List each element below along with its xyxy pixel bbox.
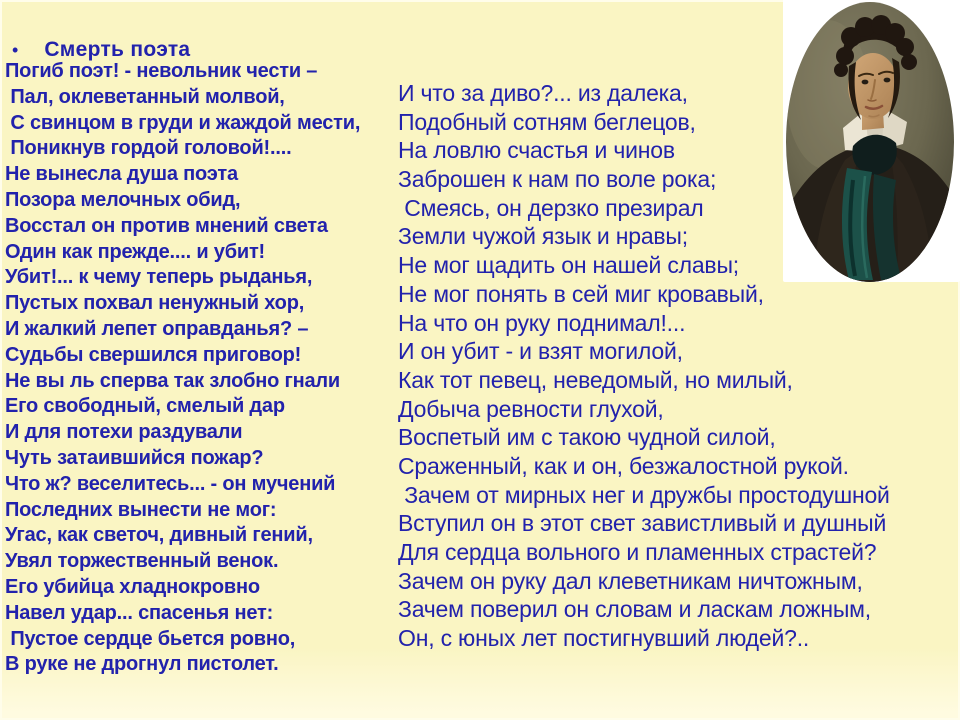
poem-line: Поникнув гордой головой!....: [5, 137, 292, 160]
poem-line: Чуть затаившийся пожар?: [5, 446, 264, 469]
poem-line: Сраженный, как и он, безжалостной рукой.: [398, 452, 849, 479]
poem-line: И для потехи раздували: [5, 421, 243, 444]
poem-title: Смерть поэта: [44, 38, 191, 61]
poem-line: Погиб поэт! - невольник чести –: [5, 60, 318, 82]
poem-line: И жалкий лепет оправданья? –: [5, 317, 309, 340]
poem-line: Один как прежде.... и убит!: [5, 240, 266, 263]
poem-line: Не мог щадить он нашей славы;: [398, 252, 739, 279]
bullet-marker: •: [12, 40, 19, 60]
poem-line: Пустое сердце бьется ровно,: [5, 627, 296, 650]
poem-line: Позора мелочных обид,: [5, 188, 241, 211]
poem-line: Что ж? веселитесь... - он мучений: [5, 472, 336, 495]
poem-line: Увял торжественный венок.: [5, 550, 279, 573]
poem-line: С свинцом в груди и жаждой мести,: [5, 111, 361, 134]
poem-line: Вступил он в этот свет завистливый и душный: [398, 510, 887, 537]
poem-line: На ловлю счастья и чинов: [398, 137, 675, 164]
poem-line: Зачем он руку дал клеветникам ничтожным,: [398, 567, 863, 594]
poem-line: Заброшен к нам по воле рока;: [398, 166, 717, 193]
poem-line: Его убийца хладнокровно: [5, 575, 260, 598]
poem-line: Судьбы свершился приговор!: [5, 343, 302, 366]
poem-line: Навел удар... спасенья нет:: [5, 601, 274, 624]
poem-line: На что он руку поднимал!...: [398, 309, 686, 336]
poem-line: В руке не дрогнул пистолет.: [5, 653, 279, 676]
poem-line: Воспетый им с такою чудной силой,: [398, 424, 776, 451]
poem-line: Добыча ревности глухой,: [398, 395, 664, 422]
poem-line: Пустых похвал ненужный хор,: [5, 292, 305, 315]
pushkin-portrait: [783, 0, 960, 282]
poem-line: Убит!... к чему теперь рыданья,: [5, 266, 313, 289]
poem-line: И он убит - и взят могилой,: [398, 338, 683, 365]
poem-line: Смеясь, он дерзко презирал: [398, 194, 704, 221]
poem-line: И что за диво?... из далека,: [398, 80, 688, 106]
poem-line: Он, с юных лет постигнувший людей?..: [398, 625, 810, 652]
pushkin-portrait-icon: [783, 0, 960, 282]
poem-column-left: [5, 59, 360, 678]
poem-line: Как тот певец, неведомый, но милый,: [398, 366, 793, 393]
poem-line: Подобный сотням беглецов,: [398, 108, 696, 135]
poem-line: Зачем поверил он словам и ласкам ложным,: [398, 596, 871, 623]
poem-line: Угас, как светоч, дивный гений,: [5, 524, 313, 547]
poem-line: Для сердца вольного и пламенных страстей?: [398, 539, 877, 565]
poem-line: Его свободный, смелый дар: [5, 395, 285, 418]
poem-line: Не вынесла душа поэта: [5, 163, 238, 186]
poem-line: Не вы ль сперва так злобно гнали: [5, 369, 341, 392]
poem-line: Пал, оклеветанный молвой,: [5, 85, 285, 108]
poem-line: Последних вынести не мог:: [5, 498, 277, 521]
poem-line: Зачем от мирных нег и дружбы простодушной: [398, 481, 890, 508]
poem-line: Не мог понять в сей миг кровавый,: [398, 280, 764, 307]
poem-line: Восстал он против мнений света: [5, 214, 328, 237]
poem-line: Земли чужой язык и нравы;: [398, 223, 688, 250]
